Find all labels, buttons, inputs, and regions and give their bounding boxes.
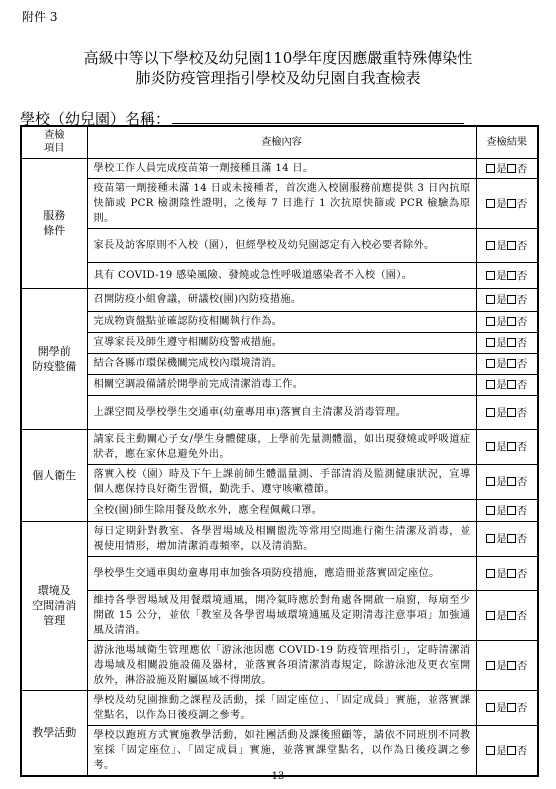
check-item-text: 學校學生交通車與幼童專用車加強各項防疫措施，應造冊並落實固定座位。 [87, 556, 476, 590]
check-result-cell [476, 332, 538, 353]
check-yes-option[interactable] [486, 337, 507, 349]
check-result-cell [476, 521, 538, 556]
check-no-option[interactable] [507, 702, 528, 714]
check-yes-option[interactable] [486, 476, 507, 488]
section-category-line: 防疫整備 [32, 359, 77, 373]
check-item-text: 宣導家長及師生遵守相關防疫警戒措施。 [87, 332, 476, 353]
check-no-option[interactable] [507, 568, 528, 580]
checkbox-yes[interactable] [486, 746, 495, 755]
checkbox-yes-label: 是 [496, 337, 507, 349]
check-yes-option[interactable] [486, 163, 507, 175]
checkbox-yes[interactable] [486, 359, 495, 368]
check-no-option[interactable] [507, 270, 528, 282]
checkbox-yes[interactable] [486, 506, 495, 515]
checkbox-no-label: 否 [516, 337, 528, 349]
check-no-option[interactable] [507, 610, 528, 622]
section-category-line: 空間清消 [32, 599, 77, 612]
checkbox-yes[interactable] [486, 199, 495, 208]
checkbox-no[interactable] [507, 295, 516, 304]
check-item-text: 結合各縣市環保機關完成校內環境清消。 [87, 353, 476, 374]
checkbox-no-label: 否 [516, 609, 528, 622]
checklist-row [21, 590, 538, 640]
checkbox-no[interactable] [507, 338, 516, 347]
header-result: 查檢結果 [476, 126, 538, 158]
check-item-text: 維持各學習場域及用餐環境通風，開冷氣時應於對角處各開啟一扇窗，每扇至少開啟 15 公分，並依「教室及各學習場域環境通風及定期清毒注意事項」加強通風及清消。 [87, 590, 476, 640]
checklist-row [21, 228, 538, 262]
check-yes-option[interactable] [486, 240, 507, 252]
checkbox-no-label: 否 [516, 744, 528, 757]
check-item-text: 落實入校（園）時及下午上課前師生體溫量測、手部清消及監測健康狀況，宣導個人應保持良好衛生習慣，勤洗手、遵守咳嗽禮節。 [87, 464, 476, 499]
checklist-row [21, 178, 538, 228]
check-yes-option[interactable] [486, 379, 507, 391]
checklist-row [21, 262, 538, 288]
check-yes-option[interactable] [486, 702, 507, 714]
checklist-row [21, 429, 538, 464]
checkbox-yes-label: 是 [496, 316, 507, 328]
checkbox-no-label: 否 [516, 533, 528, 545]
checkbox-yes[interactable] [486, 408, 495, 417]
checkbox-yes[interactable] [486, 271, 495, 280]
check-result-cell [476, 395, 538, 429]
checkbox-yes[interactable] [486, 380, 495, 389]
check-no-option[interactable] [507, 294, 528, 306]
checklist-row [21, 690, 538, 725]
checkbox-yes-label: 是 [496, 609, 507, 622]
checkbox-no[interactable] [507, 506, 516, 515]
checkbox-yes[interactable] [486, 534, 495, 543]
section-category [21, 288, 87, 429]
check-item-text: 請家長主動關心子女/學生身體健康，上學前先量測體溫，如出現發燒或呼吸道症狀者，應在家休息避免外出。 [87, 429, 476, 464]
check-yes-option[interactable] [486, 358, 507, 370]
check-yes-option[interactable] [486, 441, 507, 453]
check-yes-option[interactable] [486, 198, 507, 210]
checklist-row [21, 556, 538, 590]
check-yes-option[interactable] [486, 745, 507, 757]
check-result-cell [476, 464, 538, 499]
checkbox-yes-label: 是 [496, 659, 507, 672]
section-category-line: 個人衛生 [32, 468, 77, 482]
header-content: 查檢內容 [87, 126, 476, 158]
checkbox-yes-label: 是 [496, 702, 507, 714]
section-category-line: 服務 [43, 209, 66, 222]
section-category-line: 開學前 [37, 344, 71, 358]
checkbox-no[interactable] [507, 611, 516, 620]
checkbox-no[interactable] [507, 241, 516, 250]
checkbox-yes[interactable] [486, 611, 495, 620]
checkbox-no[interactable] [507, 442, 516, 451]
checklist-row [21, 521, 538, 556]
section-category-line: 條件 [43, 224, 66, 237]
check-result-cell [476, 590, 538, 640]
header-category-line: 項目 [44, 143, 65, 155]
checkbox-yes-label: 是 [496, 744, 507, 757]
check-result-cell [476, 640, 538, 690]
school-name-label: 學校（幼兒園）名稱： [20, 110, 171, 128]
check-no-option[interactable] [507, 379, 528, 391]
check-yes-option[interactable] [486, 660, 507, 672]
checklist-row [21, 374, 538, 395]
section-category-line: 教學活動 [32, 726, 77, 739]
form-title-line-2: 肺炎防疫管理指引學校及幼兒園自我查檢表 [135, 69, 421, 87]
checkbox-no[interactable] [507, 534, 516, 543]
checkbox-yes-label: 是 [496, 358, 507, 370]
check-yes-option[interactable] [486, 610, 507, 622]
check-no-option[interactable] [507, 441, 528, 453]
checkbox-no-label: 否 [516, 162, 528, 175]
checkbox-no-label: 否 [516, 504, 528, 517]
check-item-text: 學校及幼兒園推動之課程及活動，採「固定座位」、「固定成員」實施，並落實課堂點名，以作為日後疫調之參考。 [87, 690, 476, 725]
header-category [21, 126, 87, 158]
checkbox-no[interactable] [507, 317, 516, 326]
check-result-cell [476, 311, 538, 332]
check-result-cell [476, 288, 538, 311]
check-result-cell [476, 178, 538, 228]
check-result-cell [476, 690, 538, 725]
check-no-option[interactable] [507, 240, 528, 252]
check-result-cell [476, 228, 538, 262]
checkbox-yes-label: 是 [496, 197, 507, 210]
check-item-text: 家長及訪客原則不入校（園），但經學校及幼兒園認定有入校必要者除外。 [87, 228, 476, 262]
checkbox-no-label: 否 [516, 659, 528, 672]
check-no-option[interactable] [507, 660, 528, 672]
check-item-text: 疫苗第一劑接種未滿 14 日或未接種者，首次進入校園服務前應提供 3 日內抗原快篩或 PCR 檢測陰性證明，之後每 7 日進行 1 次抗原快篩或 PCR 檢驗為原則。 [87, 178, 476, 228]
check-no-option[interactable] [507, 407, 528, 419]
check-no-option[interactable] [507, 337, 528, 349]
section-category [21, 158, 87, 288]
checkbox-no[interactable] [507, 569, 516, 578]
checkbox-yes[interactable] [486, 164, 495, 173]
checkbox-yes[interactable] [486, 317, 495, 326]
checkbox-no[interactable] [507, 380, 516, 389]
check-item-text: 具有 COVID-19 感染風險、發燒或急性呼吸道感染者不入校（園）。 [87, 262, 476, 288]
checkbox-no[interactable] [507, 746, 516, 755]
check-no-option[interactable] [507, 745, 528, 757]
checkbox-yes[interactable] [486, 661, 495, 670]
check-yes-option[interactable] [486, 568, 507, 580]
checkbox-yes-label: 是 [496, 567, 507, 580]
check-no-option[interactable] [507, 533, 528, 545]
check-yes-option[interactable] [486, 407, 507, 419]
checkbox-yes-label: 是 [496, 533, 507, 545]
check-result-cell [476, 374, 538, 395]
checkbox-no[interactable] [507, 359, 516, 368]
checkbox-no[interactable] [507, 164, 516, 173]
checkbox-yes-label: 是 [496, 239, 507, 252]
checkbox-yes-label: 是 [496, 379, 507, 391]
check-yes-option[interactable] [486, 533, 507, 545]
checklist-row [21, 499, 538, 521]
checkbox-yes[interactable] [486, 703, 495, 712]
checkbox-yes-label: 是 [496, 504, 507, 517]
check-item-text: 學校工作人員完成疫苗第一劑接種且滿 14 日。 [87, 158, 476, 178]
check-result-cell [476, 556, 538, 590]
section-category [21, 521, 87, 690]
header-category-line: 查檢 [44, 130, 65, 142]
checkbox-no[interactable] [507, 271, 516, 280]
checkbox-yes-label: 是 [496, 294, 507, 306]
checkbox-no[interactable] [507, 703, 516, 712]
check-item-text: 游泳池場域衛生管理應依「游泳池因應 COVID-19 防疫管理指引」，定時清潔消毒場域及相關設施設備及器材，並落實各項清潔消毒規定，除游泳池及更衣室開放外，淋浴設施及附屬區域不得開放。 [87, 640, 476, 690]
check-item-text: 上課空間及學校學生交通車(幼童專用車)落實自主清潔及消毒管理。 [87, 395, 476, 429]
check-no-option[interactable] [507, 358, 528, 370]
school-name-blank-line[interactable] [172, 110, 464, 124]
check-yes-option[interactable] [486, 316, 507, 328]
checkbox-no[interactable] [507, 661, 516, 670]
check-result-cell [476, 429, 538, 464]
checkbox-no-label: 否 [516, 239, 528, 252]
checklist-row [21, 353, 538, 374]
check-no-option[interactable] [507, 198, 528, 210]
checkbox-no-label: 否 [516, 269, 528, 282]
checklist-row [21, 640, 538, 690]
section-category-line: 管理 [43, 614, 66, 627]
form-title-line-1: 高級中等以下學校及幼兒園110學年度因應嚴重特殊傳染性 [83, 49, 473, 67]
checklist-row [21, 332, 538, 353]
section-category [21, 690, 87, 776]
checkbox-yes-label: 是 [496, 269, 507, 282]
checklist-row [21, 311, 538, 332]
check-item-text: 完成物資盤點並確認防疫相關執行作為。 [87, 311, 476, 332]
checkbox-no-label: 否 [516, 358, 528, 370]
checkbox-yes[interactable] [486, 338, 495, 347]
check-no-option[interactable] [507, 316, 528, 328]
checkbox-yes-label: 是 [496, 441, 507, 453]
checkbox-no-label: 否 [516, 567, 528, 580]
check-yes-option[interactable] [486, 505, 507, 517]
checkbox-no-label: 否 [516, 316, 528, 328]
checkbox-yes-label: 是 [496, 406, 507, 419]
checklist-row [21, 725, 538, 776]
checkbox-no-label: 否 [516, 294, 528, 306]
checkbox-yes-label: 是 [496, 476, 507, 488]
section-category-line: 環境及 [37, 584, 71, 597]
checkbox-no[interactable] [507, 408, 516, 417]
check-result-cell [476, 725, 538, 776]
checkbox-no-label: 否 [516, 197, 528, 210]
check-item-text: 每日定期針對教室、各學習場域及相關盥洗等常用空間進行衛生清潔及消毒，並視使用情形，增加清潔消毒頻率，以及清消點。 [87, 521, 476, 556]
check-result-cell [476, 158, 538, 178]
checkbox-no-label: 否 [516, 702, 528, 714]
check-item-text: 召開防疫小組會議，研議校(園)內防疫措施。 [87, 288, 476, 311]
checklist-table [20, 125, 539, 777]
check-no-option[interactable] [507, 476, 528, 488]
section-category [21, 429, 87, 521]
checkbox-yes[interactable] [486, 569, 495, 578]
checkbox-no-label: 否 [516, 476, 528, 488]
checklist-row [21, 288, 538, 311]
check-no-option[interactable] [507, 505, 528, 517]
check-result-cell [476, 353, 538, 374]
checkbox-yes[interactable] [486, 241, 495, 250]
check-yes-option[interactable] [486, 294, 507, 306]
checkbox-yes[interactable] [486, 442, 495, 451]
check-item-text: 學校以跑班方式實施教學活動，如社團活動及課後照顧等，請依不同班別不同教室採「固定座位」、「固定成員」實施，並落實課堂點名，以作為日後疫調之參考。 [87, 725, 476, 776]
check-result-cell [476, 499, 538, 521]
check-item-text: 全校(園)師生除用餐及飲水外，應全程佩戴口罩。 [87, 499, 476, 521]
checkbox-no[interactable] [507, 477, 516, 486]
checkbox-yes[interactable] [486, 295, 495, 304]
check-yes-option[interactable] [486, 270, 507, 282]
checkbox-yes[interactable] [486, 477, 495, 486]
check-item-text: 相關空調設備請於開學前完成清潔消毒工作。 [87, 374, 476, 395]
checkbox-yes-label: 是 [496, 162, 507, 175]
checkbox-no-label: 否 [516, 406, 528, 419]
check-no-option[interactable] [507, 163, 528, 175]
annex-label: 附件 3 [22, 10, 58, 24]
checkbox-no-label: 否 [516, 441, 528, 453]
checklist-row [21, 158, 538, 178]
page-number: 13 [271, 771, 285, 782]
checklist-row [21, 395, 538, 429]
check-result-cell [476, 262, 538, 288]
checkbox-no[interactable] [507, 199, 516, 208]
checkbox-no-label: 否 [516, 379, 528, 391]
checklist-row [21, 464, 538, 499]
